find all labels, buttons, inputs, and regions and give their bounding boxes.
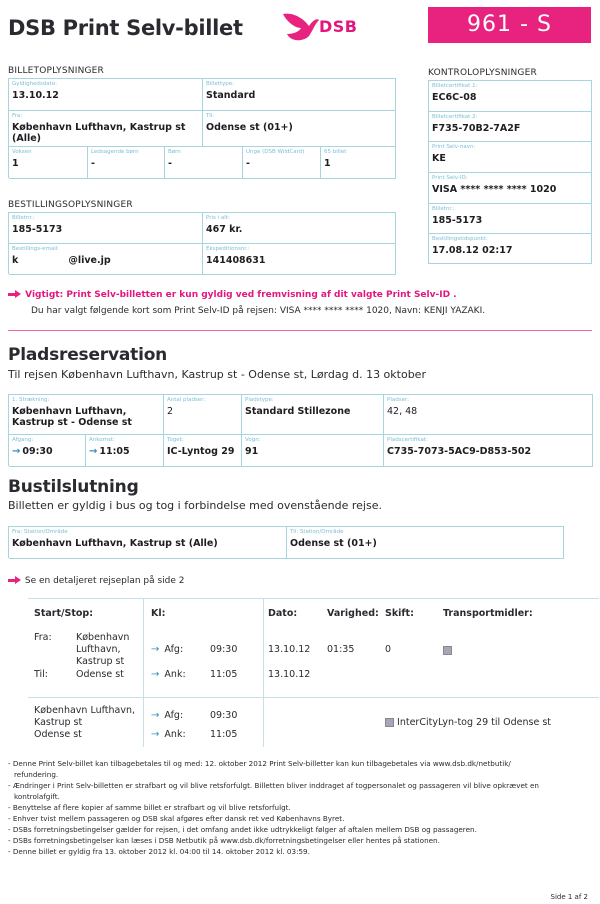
- arrow-icon: →: [12, 446, 21, 457]
- field-value: -: [91, 158, 95, 169]
- field-label: Fra: Station/Område: [12, 529, 68, 535]
- arrow-icon: →: [151, 644, 160, 655]
- field-value: VISA **** **** **** 1020: [432, 184, 557, 195]
- fra-cell: [9, 111, 203, 147]
- afgang-value: 09:30: [22, 446, 53, 457]
- ank-label: Ank:: [164, 729, 186, 740]
- field-label: Billettype:: [206, 81, 235, 87]
- field-label: Bestillings-email:: [12, 246, 60, 252]
- row1-afg-time: 09:30: [210, 644, 238, 655]
- field-value: KE: [432, 153, 446, 164]
- field-label: Billetcertifikat 1:: [432, 83, 478, 89]
- row1-varighed: 01:35: [327, 644, 355, 655]
- pladstype-cell: [242, 395, 384, 435]
- pladser-cell: [384, 395, 593, 435]
- pladsreservation-grid: [8, 394, 593, 466]
- row1-skift: 0: [385, 644, 392, 655]
- vogn-cell: [242, 435, 384, 467]
- row2-afg: [151, 710, 183, 721]
- kontrol-grid: [428, 80, 592, 264]
- field-value: København Lufthavn, Kastrup st (Alle): [12, 122, 186, 144]
- id-cell: [429, 173, 592, 204]
- field-label: Billetcertifikat 2:: [432, 114, 478, 120]
- gyldighedsdato-cell: [9, 79, 203, 111]
- field-value: 17.08.12 02:17: [432, 245, 513, 256]
- warning-label: Vigtigt: Print Selv-billetten er kun gyldig ved fremvisning af dit valgte Print Selv-ID .: [25, 290, 457, 300]
- unge-cell: [243, 147, 321, 179]
- field-label: Vogn:: [245, 437, 261, 443]
- field-value: EC6C-08: [432, 92, 477, 103]
- field-value: København Lufthavn, Kastrup st - Odense st: [12, 406, 132, 428]
- field-label: Børn: [168, 149, 181, 155]
- field-label: Billetnr.:: [12, 215, 35, 221]
- row1-dato1: 13.10.12: [268, 644, 311, 655]
- ankomst-value: 11:05: [99, 446, 130, 457]
- afg-label: Afg:: [164, 710, 184, 721]
- field-value: 2: [167, 406, 174, 417]
- field-value: 42, 48: [387, 406, 418, 417]
- field-value: IC-Lyntog 29: [167, 446, 235, 457]
- field-label: Antal pladser:: [167, 397, 206, 403]
- field-label: Bestillingstidspunkt:: [432, 236, 488, 242]
- terms-item: - Enhver tvist mellem passageren og DSB skal afgøres efter dansk ret ved Københavns Byret.: [8, 814, 345, 823]
- bus-til-cell: [287, 527, 564, 559]
- page-title: DSB Print Selv-billet: [8, 16, 243, 40]
- billet-grid: [8, 78, 396, 178]
- field-value: 1: [324, 158, 331, 169]
- email-domain: @live.jp: [68, 255, 111, 266]
- billettype-cell: [203, 79, 396, 111]
- row1-afg: [151, 644, 183, 655]
- row2-ank: [151, 729, 186, 740]
- divider: [8, 330, 592, 331]
- row2-til: Odense st: [34, 729, 82, 740]
- terms-item: - Benyttelse af flere kopier af samme billet er strafbart og vil blive retsforfulgt.: [8, 803, 291, 812]
- bus-fra-cell: [9, 527, 287, 559]
- ank-label: Ank:: [164, 669, 186, 680]
- field-value: -: [246, 158, 250, 169]
- field-label: Voksen: [12, 149, 32, 155]
- ledsagende-cell: [88, 147, 165, 179]
- dsb-wing-icon: [279, 10, 319, 44]
- field-label: Billetnr.:: [432, 206, 455, 212]
- voksen-cell: [9, 147, 88, 179]
- header-dato: Dato:: [268, 608, 298, 619]
- arrow-right-icon: [8, 576, 22, 585]
- arrow-icon: →: [89, 446, 98, 457]
- straekning-cell: [9, 395, 164, 435]
- field-value: Standard: [206, 90, 256, 101]
- pris-cell: [203, 213, 396, 244]
- row1-til-label: Til:: [34, 669, 48, 680]
- row1-ank: [151, 669, 186, 680]
- row1-fra-label: Fra:: [34, 632, 52, 643]
- header-startstop: Start/Stop:: [34, 608, 93, 619]
- arrow-icon: →: [151, 669, 160, 680]
- terms-item: - DSBs forretningsbetingelser gælder for rejsen, i det omfang andet ikke udtrykkeligt følger af aftalen mellem DSB og passageren.: [8, 825, 477, 834]
- header-kl: Kl:: [151, 608, 166, 619]
- email-cell: [9, 244, 203, 275]
- arrow-icon: →: [151, 729, 160, 740]
- field-label: Gyldighedsdato:: [12, 81, 58, 87]
- arrow-icon: →: [151, 710, 160, 721]
- divider: [28, 697, 599, 698]
- divider: [263, 599, 264, 747]
- field-value: København Lufthavn, Kastrup st (Alle): [12, 538, 218, 549]
- kontrol-billetnr-cell: [429, 204, 592, 234]
- row2-fra: København Lufthavn, Kastrup st: [34, 705, 135, 728]
- field-label: Ankomst:: [89, 437, 115, 443]
- billet-section-title: BILLETOPLYSNINGER: [8, 66, 105, 76]
- row1-fra: København Lufthavn, Kastrup st: [76, 632, 130, 667]
- field-value: 185-5173: [12, 224, 63, 235]
- field-value: 185-5173: [432, 215, 483, 226]
- pladsreservation-heading: Pladsreservation: [8, 345, 168, 365]
- field-value: [89, 446, 160, 457]
- email-user: k: [12, 255, 19, 266]
- field-value: Odense st (01+): [290, 538, 377, 549]
- rejseplan-link: [8, 576, 185, 586]
- row1-dato2: 13.10.12: [268, 669, 311, 680]
- transport-label: InterCityLyn-tog 29 til Odense st: [397, 717, 552, 728]
- born-cell: [165, 147, 243, 179]
- terms-item: - Ændringer i Print Selv-billetten er strafbart og vil blive retsforfulgt. Billetten bliver inddraget af togpersonalet og passageren vil blive opkrævet en: [8, 781, 539, 790]
- terms-item: kontrolafgift.: [14, 792, 60, 801]
- ticket-code-badge: 961 - S: [428, 7, 591, 43]
- row1-til: Odense st: [76, 669, 124, 680]
- row2-afg-time: 09:30: [210, 710, 238, 721]
- terms-item: - Denne Print Selv-billet kan tilbagebetales til og med: 12. oktober 2012 Print Selv-billetter kan kun tilbagebetales via www.dsb.dk/netbutik/: [8, 759, 511, 768]
- warning-subtext: Du har valgt følgende kort som Print Selv-ID på rejsen: VISA **** **** **** 1020, Navn: KENJI YAZAKI.: [31, 306, 486, 316]
- field-label: Afgang:: [12, 437, 34, 443]
- rejseplan-link-label: Se en detaljeret rejseplan på side 2: [24, 576, 185, 586]
- bustilslutning-grid: [8, 526, 564, 558]
- field-label: 65 billet: [324, 149, 347, 155]
- field-label: Til:: [206, 113, 215, 119]
- row1-ank-time: 11:05: [210, 669, 238, 680]
- field-label: Print Selv-navn:: [432, 144, 476, 150]
- warning-text: [8, 290, 457, 300]
- logo-text: DSB: [319, 17, 358, 36]
- field-label: 1. Strækning:: [12, 397, 50, 403]
- navn-cell: [429, 142, 592, 173]
- arrow-right-icon: [8, 290, 22, 299]
- bestilling-section-title: BESTILLINGSOPLYSNINGER: [8, 200, 133, 210]
- ankomst-cell: [86, 435, 164, 467]
- field-label: Unge (DSB WildCard): [246, 149, 305, 155]
- kontrol-section-title: KONTROLOPLYSNINGER: [428, 68, 537, 78]
- ekspedition-cell: [203, 244, 396, 275]
- field-value: -: [168, 158, 172, 169]
- bestilling-grid: [8, 212, 396, 274]
- senior-cell: [321, 147, 396, 179]
- terms-item: - Denne billet er gyldig fra 13. oktober 2012 kl. 04:00 til 14. oktober 2012 kl. 03:59.: [8, 847, 310, 856]
- field-value: 467 kr.: [206, 224, 243, 235]
- train-icon: [443, 645, 452, 656]
- train-icon: [385, 718, 394, 727]
- billetnr-cell: [9, 213, 203, 244]
- field-label: Toget:: [167, 437, 184, 443]
- field-value: Odense st (01+): [206, 122, 293, 133]
- field-label: Print Selv-ID:: [432, 175, 468, 181]
- rejseplan-table: [28, 598, 599, 746]
- pladsreservation-subtitle: Til rejsen København Lufthavn, Kastrup st - Odense st, Lørdag d. 13 oktober: [8, 368, 426, 381]
- row2-ank-time: 11:05: [210, 729, 238, 740]
- field-value: F735-70B2-7A2F: [432, 123, 521, 134]
- field-label: Pladstype:: [245, 397, 274, 403]
- field-label: Pladser:: [387, 397, 409, 403]
- field-label: Pladscertifikat:: [387, 437, 428, 443]
- header-transport: Transportmidler:: [443, 608, 533, 619]
- tog-cell: [164, 435, 242, 467]
- row2-transport: [385, 717, 551, 728]
- cert1-cell: [429, 81, 592, 112]
- field-value: C735-7073-5AC9-D853-502: [387, 446, 532, 457]
- field-label: Ledsagende børn: [91, 149, 139, 155]
- antal-cell: [164, 395, 242, 435]
- field-label: Fra:: [12, 113, 23, 119]
- field-value: [12, 255, 199, 266]
- field-value: Standard Stillezone: [245, 406, 351, 417]
- afg-label: Afg:: [164, 644, 184, 655]
- field-label: Pris i alt:: [206, 215, 230, 221]
- pladscert-cell: [384, 435, 593, 467]
- til-cell: [203, 111, 396, 147]
- bustilslutning-subtitle: Billetten er gyldig i bus og tog i forbindelse med ovenstående rejse.: [8, 499, 382, 512]
- page-number: Side 1 af 2: [550, 893, 588, 901]
- afgang-cell: [9, 435, 86, 467]
- terms-item: refundering.: [14, 770, 59, 779]
- terms-item: - DSBs forretningsbetingelser kan læses i DSB Netbutik på www.dsb.dk/forretningsbetingelser eller hentes på stationen.: [8, 836, 440, 845]
- field-value: 91: [245, 446, 259, 457]
- field-value: 141408631: [206, 255, 266, 266]
- bustilslutning-heading: Bustilslutning: [8, 477, 139, 497]
- cert2-cell: [429, 112, 592, 142]
- field-value: 1: [12, 158, 19, 169]
- header-skift: Skift:: [385, 608, 414, 619]
- field-value: [12, 446, 82, 457]
- field-label: Til: Station/Område: [290, 529, 344, 535]
- header-varighed: Varighed:: [327, 608, 379, 619]
- dsb-logo: [279, 8, 395, 46]
- field-label: Ekspeditionsnr.:: [206, 246, 250, 252]
- terms-list: [8, 758, 588, 857]
- field-value: 13.10.12: [12, 90, 59, 101]
- tidspunkt-cell: [429, 234, 592, 264]
